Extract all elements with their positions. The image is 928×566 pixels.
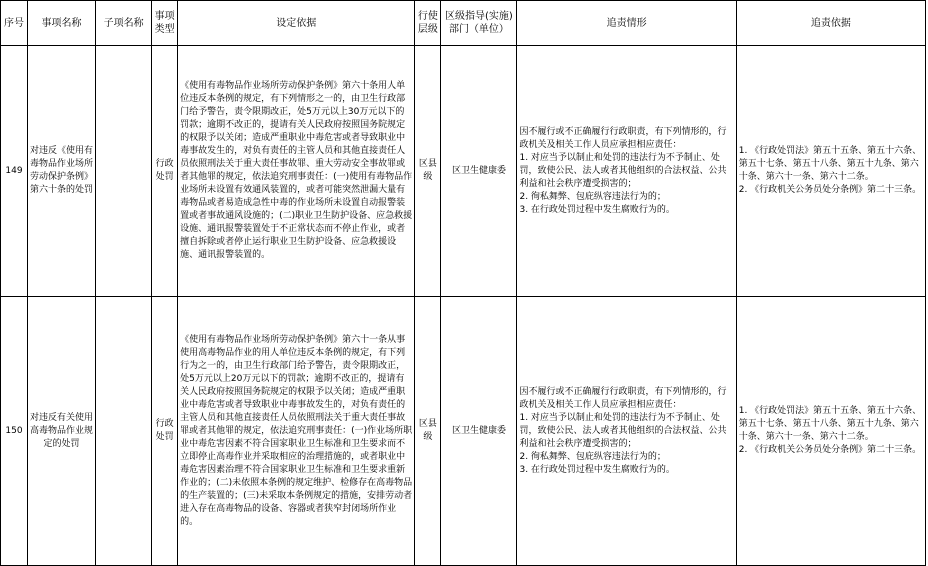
cell-item-name: 对违反有关使用高毒物品作业规定的处罚 [28,297,96,566]
accountability-item: 1. 对应当予以制止和处罚的违法行为不予制止、处罚，致使公民、法人或者其他组织的合法权益、公共利益和社会秩序遭受损害的； [519,412,727,449]
cell-sub-item [96,46,152,297]
table-row [1,297,926,566]
accountability-item: 3. 在行政处罚过程中发生腐败行为的。 [519,464,675,475]
cell-department: 区卫生健康委 [441,46,517,297]
header-sub-item: 子项名称 [96,1,152,46]
header-accountability: 追责情形 [517,1,736,46]
cell-item-type: 行政处罚 [152,46,178,297]
accountability-item: 3. 在行政处罚过程中发生腐败行为的。 [519,204,675,215]
accountability-basis-item: 2. 《行政机关公务员处分条例》第二十三条。 [738,445,922,455]
header-item-type: 事项类型 [152,1,178,46]
header-row [1,1,926,46]
cell-sub-item [96,297,152,566]
header-department: 区级指导(实施)部门（单位） [441,1,517,46]
header-accountability-basis: 追责依据 [736,1,925,46]
header-no: 序号 [1,1,28,46]
cell-department: 区卫生健康委 [441,297,517,566]
accountability-item: 2. 徇私舞弊、包庇纵容违法行为的； [519,451,666,462]
cell-accountability-basis [736,297,925,566]
cell-item-type: 行政处罚 [152,297,178,566]
accountability-intro: 因不履行或不正确履行行政职责，有下列情形的，行政机关及相关工作人员应承担相应责任： [519,386,727,410]
cell-level: 区县级 [415,46,441,297]
accountability-basis-item: 1. 《行政处罚法》第五十五条、第五十六条、第五十七条、第五十八条、第五十九条、第六十条、第六十一条、第六十二条。 [738,406,922,442]
accountability-basis-item: 1. 《行政处罚法》第五十五条、第五十六条、第五十七条、第五十八条、第五十九条、第六十条、第六十一条、第六十二条。 [738,146,922,182]
cell-no: 149 [1,46,28,297]
table-row [1,46,926,297]
cell-item-name: 对违反《使用有毒物品作业场所劳动保护条例》第六十条的处罚 [28,46,96,297]
cell-accountability-basis [736,46,925,297]
cell-level: 区县级 [415,297,441,566]
accountability-item: 2. 徇私舞弊、包庇纵容违法行为的； [519,191,666,202]
header-item-name: 事项名称 [28,1,96,46]
header-legal-basis: 设定依据 [178,1,415,46]
cell-no: 150 [1,297,28,566]
accountability-intro: 因不履行或不正确履行行政职责，有下列情形的，行政机关及相关工作人员应承担相应责任： [519,126,727,150]
cell-legal-basis: 《使用有毒物品作业场所劳动保护条例》第六十条用人单位违反本条例的规定，有下列情形之一的，由卫生行政部门给予警告，责令限期改正，处5万元以上30万元以下的罚款；逾期不改正的，提请有关人民政府按照国务院规定的权限予以关闭；造成严重职业中毒危害或者导致职业中毒事故发生的，对负有责任的主管人员和其他直接责任人员依照刑法关于重大责任事故罪、重大劳动安全事故罪或者其他罪的规定，依法追究刑事责任：(一)使用有毒物品作业场所未设置有效通风装置的，或者可能突然泄漏大量有毒物品或者易造成急性中毒的作业场所未设置自动报警装置或者事故通风设施的；(二)职业卫生防护设备、应急救援设施、通讯报警装置处于不正常状态而不停止作业，或者擅自拆除或者停止运行职业卫生防护设备、应急救援设施、通讯报警装置的。 [178,46,415,297]
cell-accountability [517,46,736,297]
accountability-basis-item: 2. 《行政机关公务员处分条例》第二十三条。 [738,185,922,195]
accountability-item: 1. 对应当予以制止和处罚的违法行为不予制止、处罚，致使公民、法人或者其他组织的合法权益、公共利益和社会秩序遭受损害的； [519,152,727,189]
cell-legal-basis: 《使用有毒物品作业场所劳动保护条例》第六十一条从事使用高毒物品作业的用人单位违反本条例的规定，有下列行为之一的，由卫生行政部门给予警告，责令限期改正，处5万元以上20万元以下的罚款；逾期不改正的，提请有关人民政府按照国务院规定的权限予以关闭；造成严重职业中毒危害或者导致职业中毒事故发生的，对负有责任的主管人员和其他直接责任人员依照刑法关于重大责任事故罪或者其他罪的规定，依法追究刑事责任：(一)作业场所职业中毒危害因素不符合国家职业卫生标准和卫生要求而不立即停止高毒作业并采取相应的治理措施的，或者职业中毒危害因素治理不符合国家职业卫生标准和卫生要求重新作业的；(二)未依照本条例的规定维护、检修存在高毒物品的生产装置的；(三)未采取本条例规定的措施，安排劳动者进入存在高毒物品的设备、容器或者狭窄封闭场所作业的。 [178,297,415,566]
cell-accountability [517,297,736,566]
header-level: 行使层级 [415,1,441,46]
